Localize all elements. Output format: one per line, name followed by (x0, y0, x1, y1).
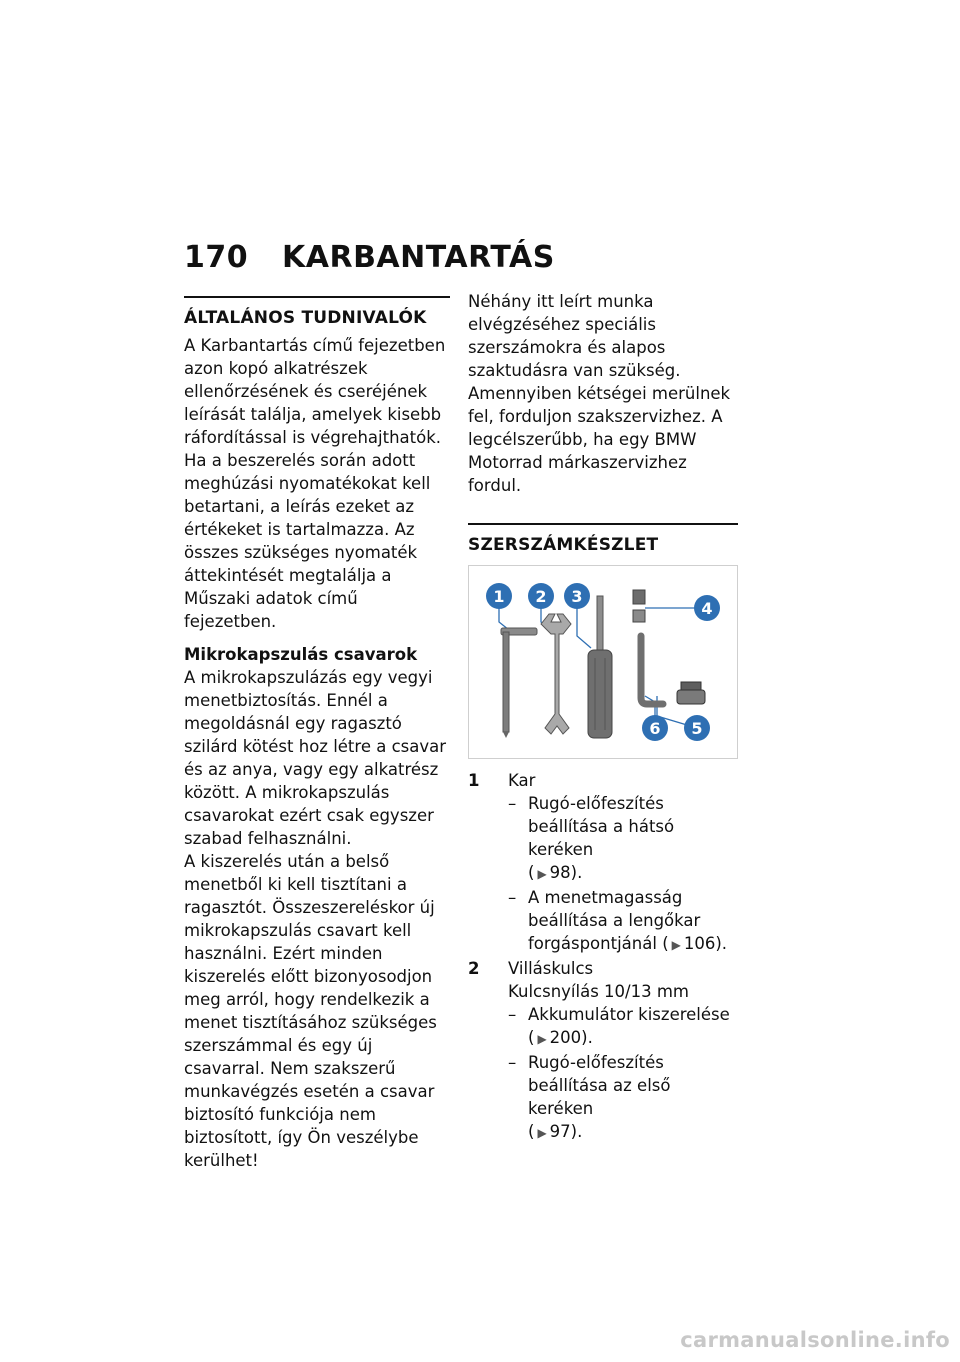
page-reference[interactable]: 106). (683, 934, 728, 953)
callout-5 (684, 715, 710, 741)
legend-item (468, 957, 738, 1145)
site-watermark: carmanualsonline.info (680, 1328, 950, 1352)
section-title-general: ÁLTALÁNOS TUDNIVALÓK (184, 308, 427, 328)
legend-bullet: – Akkumulátor kiszerelése ( ▶ 200). (508, 1003, 738, 1051)
lever-tool-icon (501, 628, 537, 738)
legend-title: Villáskulcs (508, 959, 594, 978)
svg-text:1: 1 (493, 587, 505, 606)
chapter-title: KARBANTARTÁS (282, 240, 555, 275)
page-reference[interactable]: 200). (549, 1028, 593, 1047)
legend-bullet: – A menetmagasság beállítása a lengőkar forgáspontjánál ( ▶ 106). (508, 886, 738, 957)
toolkit-figure (468, 565, 738, 759)
open-wrench-icon (541, 614, 571, 734)
svg-text:5: 5 (691, 719, 703, 738)
subsection-title-microcapsule: Mikrokapszulás csavarok (184, 645, 418, 664)
page-number: 170 (184, 240, 249, 275)
legend-bullet: – Rugó-előfeszítés beállítása az első keréken ( ▶ 97). (508, 1051, 738, 1145)
section-title-toolkit: SZERSZÁMKÉSZLET (468, 535, 659, 555)
callout-1 (486, 583, 512, 609)
right-column (468, 290, 738, 1145)
svg-text:6: 6 (649, 719, 661, 738)
section-rule (184, 296, 450, 298)
svg-text:3: 3 (571, 587, 583, 606)
legend-number: 1 (468, 771, 480, 790)
paragraph-microcapsule: A mikrokapszulázás egy vegyi menetbiztosítás. Ennél a megoldásnál egy ragasztó szilárd kötést hoz létre a csavar és az anya, vagy egy alkatrész között. A mikrokapszulás csavarokat ezért csak egyszer szabad felhasználni. (184, 668, 447, 848)
page-reference[interactable]: 97). (549, 1122, 583, 1141)
svg-text:4: 4 (701, 599, 713, 618)
arrow-right-icon: ▶ (671, 938, 681, 952)
legend-title: Kar (508, 771, 536, 790)
callout-2 (528, 583, 554, 609)
toolkit-legend (468, 769, 738, 1145)
arrow-right-icon: ▶ (537, 1126, 547, 1140)
section-rule (468, 523, 738, 525)
callout-3 (564, 583, 590, 609)
callout-6 (642, 715, 668, 741)
arrow-right-icon: ▶ (537, 867, 547, 881)
arrow-right-icon: ▶ (537, 1032, 547, 1046)
hex-key-icon (641, 636, 663, 704)
paragraph-intro: A Karbantartás című fejezetben azon kopó alkatrészek ellenőrzésének és cseréjének leírását találja, amelyek kisebb ráfordítással is végrehajthatók. (184, 336, 446, 447)
bit-set-icon (633, 590, 645, 622)
left-column (184, 290, 450, 1172)
legend-bullet: – Rugó-előfeszítés beállítása a hátsó keréken ( ▶ 98). (508, 792, 738, 886)
paragraph-torque: Ha a beszerelés során adott meghúzási nyomatékokat kell betartani, a leírás ezeket az értékeket is tartalmazza. Az összes szükséges nyomaték áttekintését megtalálja a Műszaki adatok című fejezetben. (184, 451, 431, 631)
legend-subtitle: Kulcsnyílás 10/13 mm (508, 982, 689, 1001)
svg-text:2: 2 (535, 587, 547, 606)
paragraph-microcapsule-warning: A kiszerelés után a belső menetből ki kell tisztítani a ragasztót. Összeszereléskor új mikrokapszulás csavart kell használni. Ezért minden kiszerelés előtt bizonyosodjon meg arról, hogy rendelkezik a menet tisztításához szükséges szerszámmal és egy új csavarral. Nem szakszerű munkavégzés esetén a csavar biztosító funkciója nem biztosított, így Ön veszélybe kerülhet! (184, 852, 437, 1170)
screwdriver-icon (588, 596, 612, 738)
legend-item (468, 769, 738, 957)
toolkit-illustration (469, 566, 737, 758)
paragraph-special-tools: Néhány itt leírt munka elvégzéséhez speciális szerszámokra és alapos szaktudásra van szükség. Amennyiben kétségei merülnek fel, forduljon szakszervizhez. A legcélszerűbb, ha egy BMW Motorrad márkaszervizhez fordul. (468, 292, 731, 495)
legend-number: 2 (468, 959, 480, 978)
socket-icon (677, 682, 705, 704)
callout-4 (694, 595, 720, 621)
page-reference[interactable]: 98). (549, 863, 583, 882)
